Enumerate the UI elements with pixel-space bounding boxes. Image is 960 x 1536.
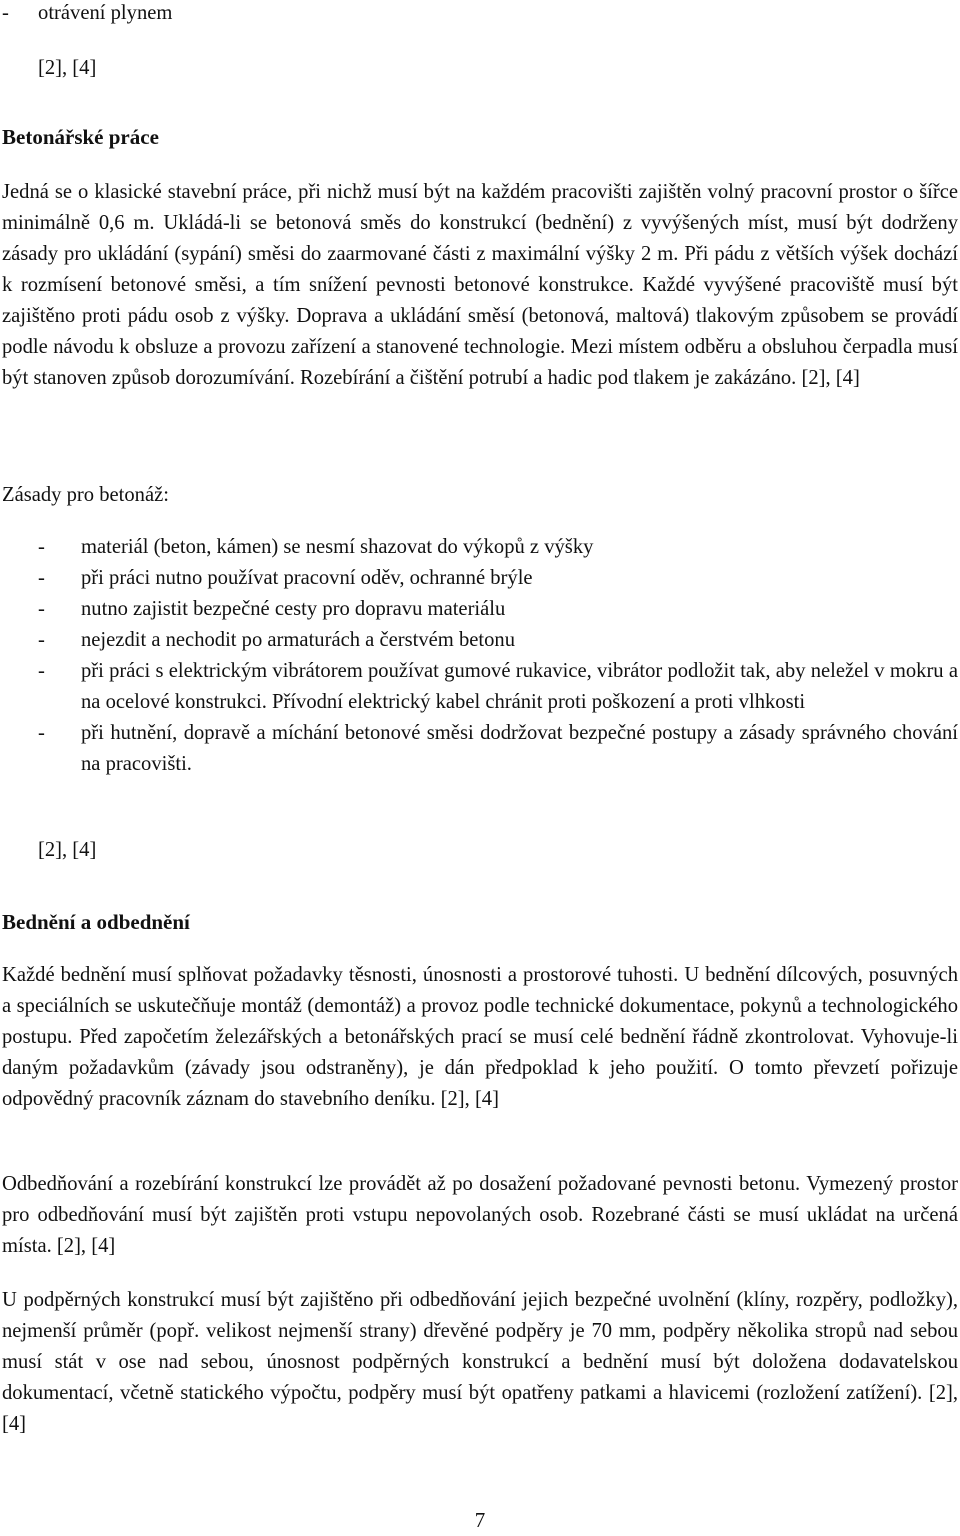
body-paragraph: U podpěrných konstrukcí musí být zajištěno při odbedňování jejich bezpečné uvolnění (klíny, rozpěry, podložky), nejmenší průměr (popř. velikost nejmenší strany) dřevěné podpěry je 70 mm, podpěry několika stropů nad sebou musí stát v ose nad sebou, únosnost podpěrných konstrukcí a bednění musí být doložena dodavatelskou dokumentací, včetně statického výpočtu, podpěry musí být opatřeny patkami a hlavicemi (rozložení zatížení). [2], [4] — [2, 1289, 958, 1435]
page-number: 7 — [474, 1508, 486, 1532]
top-list-item — [2, 0, 172, 29]
reference-citation: [2], [4] — [38, 839, 97, 861]
bullet-list — [2, 532, 958, 780]
list-dash: - — [38, 567, 45, 589]
body-paragraph: Odbedňování a rozebírání konstrukcí lze provádět až po dosažení požadované pevnosti betonu. Vymezený prostor pro odbedňování musí být zajištěn proti vstupu nepovolaných osob. Rozebrané části se musí ukládat na určená místa. [2], [4] — [2, 1173, 958, 1257]
section-heading: Bednění a odbednění — [2, 910, 190, 934]
list-item-text: při práci s elektrickým vibrátorem používat gumové rukavice, vibrátor podložit tak, aby neležel v mokru a na ocelové konstrukci. Přívodní elektrický kabel chránit proti poškození a proti vlhkosti — [81, 660, 958, 713]
list-item — [2, 718, 958, 780]
list-item — [2, 625, 958, 656]
list-dash: - — [38, 598, 45, 620]
list-dash: - — [38, 536, 45, 558]
list-item-text: nejezdit a nechodit po armaturách a čerstvém betonu — [81, 629, 515, 651]
reference-citation: [2], [4] — [38, 57, 97, 79]
body-paragraph: Jedná se o klasické stavební práce, při nichž musí být na každém pracovišti zajištěn volný pracovní prostor o šířce minimálně 0,6 m. Ukládá-li se betonová směs do konstrukcí (bednění) z vyvýšených míst, musí být dodrženy zásady pro ukládání (sypání) směsi do zaarmované části z maximální výšky 2 m. Při pádu z větších výšek dochází k rozmísení betonové směsi, a tím snížení pevnosti betonové konstrukce. Každé vyvýšené pracoviště musí být zajištěno proti pádu osob z výšky. Doprava a ukládání směsí (betonová, maltová) tlakovým způsobem se provádí podle návodu k obsluze a provozu zařízení a stanovené technologie. Mezi místem odběru a obsluhou čerpadla musí být stanoven způsob dorozumívání. Rozebírání a čištění potrubí a hadic pod tlakem je zakázáno. [2], [4] — [2, 181, 958, 389]
list-item — [2, 594, 958, 625]
list-item — [2, 656, 958, 718]
list-dash: - — [38, 660, 45, 682]
list-dash: - — [2, 2, 9, 24]
section-heading: Betonářské práce — [2, 125, 159, 149]
list-item-text: otrávení plynem — [38, 2, 173, 24]
list-dash: - — [38, 629, 45, 651]
body-paragraph: Každé bednění musí splňovat požadavky těsnosti, únosnosti a prostorové tuhosti. U bednění dílcových, posuvných a speciálních se uskutečňuje montáž (demontáž) a provoz podle technické dokumentace, pokynů a technologického postupu. Před započetím železářských a betonářských prací se musí celé bednění řádně zkontrolovat. Vyhovuje-li daným požadavkům (závady jsou odstraněny), je dán předpoklad k jeho použití. O tomto převzetí pořizuje odpovědný pracovník záznam do stavebního deníku. [2], [4] — [2, 964, 958, 1110]
list-item-text: při hutnění, dopravě a míchání betonové směsi dodržovat bezpečné postupy a zásady správného chování na pracovišti. — [81, 722, 958, 775]
list-item-text: nutno zajistit bezpečné cesty pro dopravu materiálu — [81, 598, 506, 620]
list-title: Zásady pro betonáž: — [2, 484, 169, 506]
list-item — [2, 563, 958, 594]
list-item-text: materiál (beton, kámen) se nesmí shazovat do výkopů z výšky — [81, 536, 594, 558]
list-dash: - — [38, 722, 45, 744]
list-item-text: při práci nutno používat pracovní oděv, ochranné brýle — [81, 567, 533, 589]
list-item — [2, 532, 958, 563]
